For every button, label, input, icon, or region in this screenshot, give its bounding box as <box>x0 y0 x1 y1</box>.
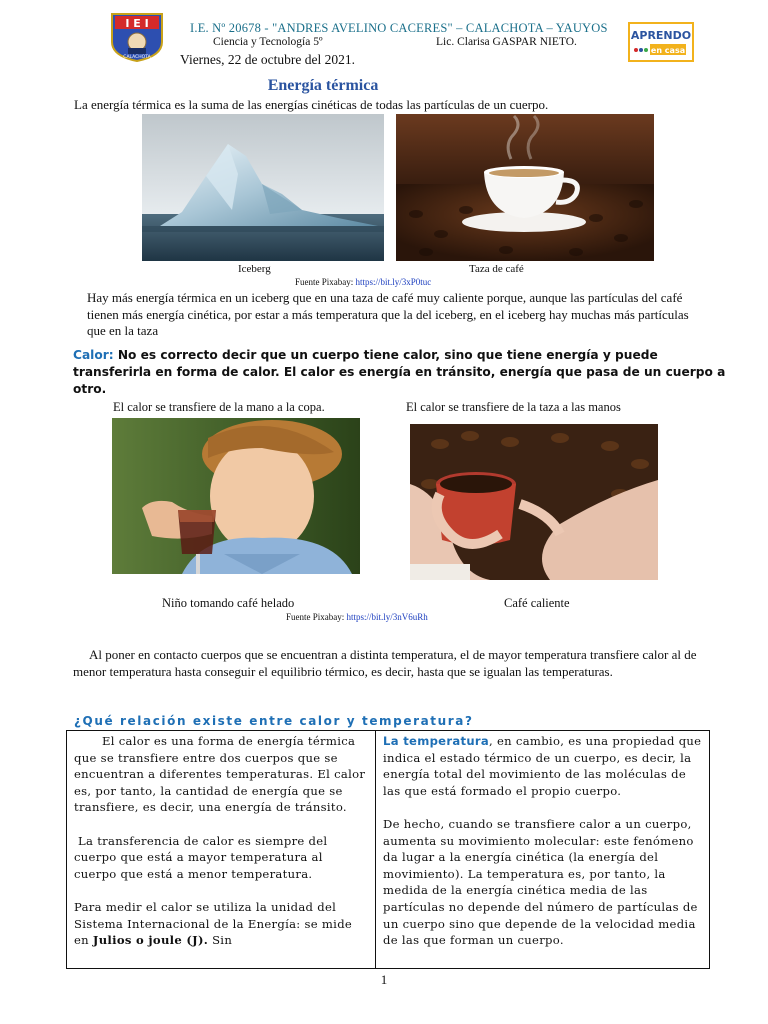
logo-left-text: I E I <box>125 17 149 30</box>
calor-keyword: Calor: <box>73 348 114 362</box>
date-line: Viernes, 22 de octubre del 2021. <box>180 52 356 67</box>
paragraph-equilibrium: Al poner en contacto cuerpos que se encuentran a distinta temperatura, el de mayor temperatura transfiere calor al de menor temperatura hasta conseguir el equilibrio térmico, es decir, hasta que se igualan las temperaturas. <box>73 647 697 679</box>
source-link-2[interactable]: https://bit.ly/3nV6uRh <box>346 612 428 622</box>
table-cell-calor <box>67 731 376 968</box>
heading-cup-to-hands: El calor se transfiere de la taza a las manos <box>406 400 621 414</box>
calor-definition <box>73 347 733 398</box>
table-cell-temperatura <box>376 731 709 968</box>
logo-left-sub: CALACHOTA <box>123 55 151 60</box>
page-number: 1 <box>380 972 388 987</box>
heading-hand-to-glass: El calor se transfiere de la mano a la copa. <box>113 400 325 414</box>
iceberg-image <box>142 114 384 261</box>
question-heading: ¿Qué relación existe entre calor y temperatura? <box>74 714 474 728</box>
hot-coffee-caption: Café caliente <box>504 596 570 610</box>
source-link-1[interactable]: https://bit.ly/3xP0tuc <box>355 277 432 287</box>
image-source-1 <box>295 277 431 287</box>
temperatura-keyword: La temperatura <box>383 734 490 748</box>
iceberg-caption: Iceberg <box>238 263 271 275</box>
joule-unit: Julios o joule (J). <box>92 933 209 948</box>
school-logo <box>106 12 168 62</box>
child-caption: Niño tomando café helado <box>162 596 295 610</box>
temperatura-paragraph-1 <box>383 733 703 799</box>
temperatura-paragraph-2: De hecho, cuando se transfiere calor a un cuerpo, aumenta su movimiento molecular: este fenómeno da lugar a la energía cinética (la energía del movimiento). La temperatura es, por tanto, la medida de la energía cinética media de las partículas no depende del número de partículas de un cuerpo sino que depende de la velocidad media de las que forman un cuerpo. <box>383 816 698 948</box>
image-source-2 <box>286 612 428 622</box>
calor-text: No es correcto decir que un cuerpo tiene calor, sino que tiene energía y puede transferirla en forma de calor. El calor es energía en tránsito, energía que pasa de un cuerpo a otro. <box>73 348 726 396</box>
aprendo-en-casa-logo <box>628 22 694 62</box>
logo-right-line1: APRENDO <box>630 29 692 42</box>
intro-text: La energía térmica es la suma de las energías cinéticas de todas las partículas de un cuerpo. <box>74 97 549 112</box>
calor-paragraph-2: La transferencia de calor es siempre del cuerpo que está a mayor temperatura al cuerpo que está a menor temperatura. <box>74 833 328 881</box>
comparison-table <box>66 730 710 969</box>
temperatura-text: , en cambio, es una propiedad que indica el estado térmico de un cuerpo, es decir, la energía total del movimiento de las moléculas de las que está formado el propio cuerpo. <box>383 734 702 798</box>
coffee-cup-image <box>396 114 654 261</box>
school-name: I.E. Nº 20678 - "ANDRES AVELINO CACERES" – CALACHOTA – YAUYOS <box>190 21 608 35</box>
source-label-2: Fuente Pixabay: <box>286 612 347 622</box>
paragraph-iceberg: Hay más energía térmica en un iceberg que en una taza de café muy caliente porque, aunque las partículas del café tienen más energía cinética, por estar a más temperatura que la del iceberg, en el iceberg hay muchas más partículas que en la taza <box>87 290 689 338</box>
calor-paragraph-3 <box>74 899 369 949</box>
coffee-caption: Taza de café <box>469 263 524 275</box>
source-label: Fuente Pixabay: <box>295 277 356 287</box>
page-title: Energía térmica <box>267 77 379 94</box>
calor-paragraph-3-a: Para medir el calor se utiliza la unidad del Sistema Internacional de la Energía: se mide en <box>74 899 353 948</box>
child-drinking-image <box>112 418 360 574</box>
hands-coffee-image <box>410 424 658 580</box>
logo-right-line2: en casa <box>650 46 686 55</box>
calor-paragraph-3-b: Sin <box>208 933 233 948</box>
calor-paragraph-1: El calor es una forma de energía térmica que se transfiere entre dos cuerpos que se encuentran a diferentes temperaturas. El calor es, por tanto, la cantidad de energía que se transfiere, es decir, una energía de tránsito. <box>74 734 366 815</box>
subject-label: Ciencia y Tecnología 5º <box>213 36 323 48</box>
teacher-name: Lic. Clarisa GASPAR NIETO. <box>436 36 577 48</box>
